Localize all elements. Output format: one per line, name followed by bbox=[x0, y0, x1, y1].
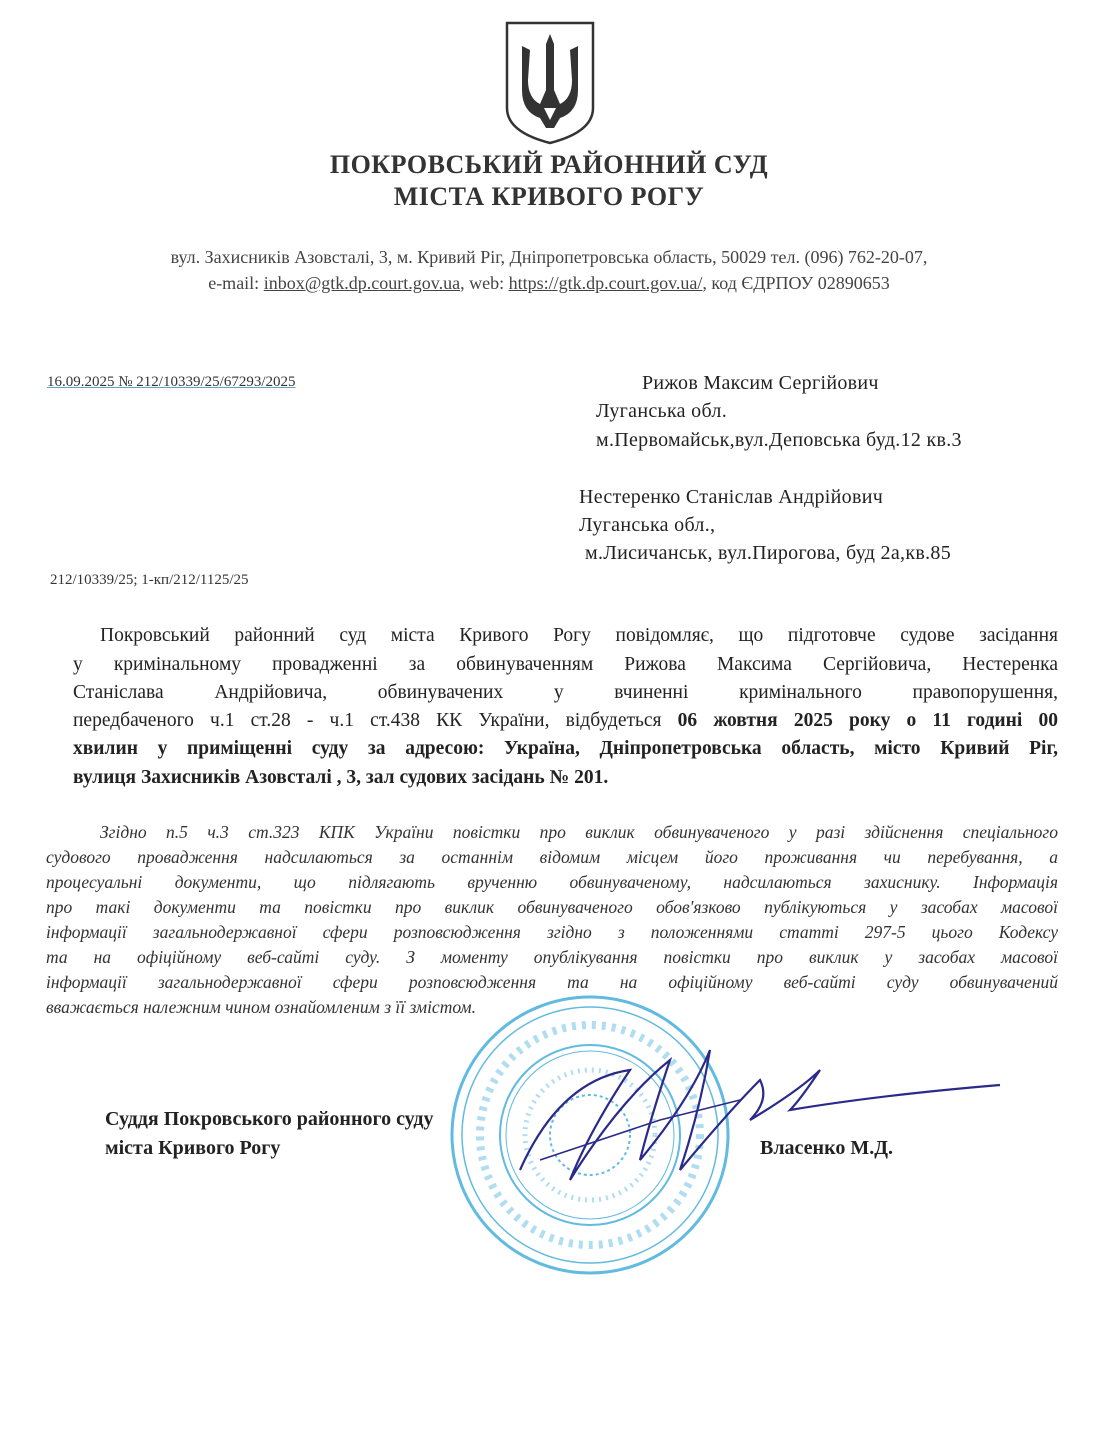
notice-line: інформації загальнодержавної сфери розповсюдження згідно з положеннями статті 297-5 цього Кодексу bbox=[46, 922, 1058, 942]
notice-line: інформації загальнодержавної сфери розповсюдження та на офіційному веб-сайті суду обвинувачений bbox=[46, 972, 1058, 992]
main-text-line: Покровський районний суд міста Кривого Рогу повідомляє, що підготовче судове засідання bbox=[100, 625, 1058, 646]
recipient-1-region: Луганська обл. bbox=[596, 400, 727, 422]
hearing-location-line: вулиця Захисників Азовсталі , 3, зал судових засідань № 201. bbox=[73, 767, 609, 788]
recipient-2-name: Нестеренко Станіслав Андрійович bbox=[579, 486, 884, 508]
recipient-1-name: Рижов Максим Сергійович bbox=[642, 372, 879, 394]
court-contacts bbox=[0, 273, 1098, 294]
signature-icon bbox=[500, 1040, 1020, 1200]
main-text-line: у кримінальному провадженні за обвинуваченням Рижова Максима Сергійовича, Нестеренка bbox=[73, 654, 1058, 675]
web-label: , web: bbox=[460, 273, 509, 293]
judge-name: Власенко М.Д. bbox=[760, 1137, 893, 1159]
notice-line: вважається належним чином ознайомленим з її змістом. bbox=[46, 997, 476, 1017]
recipient-2-address: м.Лисичанськ, вул.Пирогова, буд 2а,кв.85 bbox=[585, 542, 951, 564]
email-link[interactable]: inbox@gtk.dp.court.gov.ua bbox=[263, 273, 461, 293]
hearing-location-line: хвилин у приміщенні суду за адресою: Україна, Дніпропетровська область, місто Кривий Ріг, bbox=[73, 738, 1058, 759]
notice-line: та на офіційному веб-сайті суду. З моменту опублікування повістки про виклик у засобах масової bbox=[46, 947, 1058, 967]
court-address: вул. Захисників Азовсталі, 3, м. Кривий Ріг, Дніпропетровська область, 50029 тел. (096) 762-20-07, bbox=[170, 247, 928, 267]
outgoing-reference: 16.09.2025 № 212/10339/25/67293/2025 bbox=[47, 374, 296, 390]
main-text-line bbox=[73, 710, 1058, 736]
main-text-span: передбаченого ч.1 ст.28 - ч.1 ст.438 КК України, відбудеться bbox=[73, 710, 662, 731]
notice-line: про такі документи та повістки про виклик обвинуваченого обов'язково публікуються у засобах масової bbox=[46, 897, 1058, 917]
web-link[interactable]: https://gtk.dp.court.gov.ua/ bbox=[508, 273, 703, 293]
court-name-line1: ПОКРОВСЬКИЙ РАЙОННИЙ СУД bbox=[329, 150, 769, 179]
judge-title-line2: міста Кривого Рогу bbox=[105, 1137, 281, 1159]
recipient-2-region: Луганська обл., bbox=[579, 514, 716, 536]
notice-line: Згідно п.5 ч.3 ст.323 КПК України повістки про виклик обвинуваченого у разі здійснення спеціального bbox=[100, 822, 1058, 842]
email-label: e-mail: bbox=[208, 273, 264, 293]
notice-line: судового провадження надсилаються за останнім відомим місцем його проживання чи перебування, а bbox=[46, 847, 1058, 867]
main-text-line: Станіслава Андрійовича, обвинувачених у вчиненні кримінального правопорушення, bbox=[73, 682, 1058, 703]
recipient-1-address: м.Первомайськ,вул.Деповська буд.12 кв.3 bbox=[596, 429, 962, 451]
notice-line: процесуальні документи, що підлягають врученню обвинуваченому, надсилаються захиснику. Інформація bbox=[46, 872, 1058, 892]
hearing-datetime: 06 жовтня 2025 року о 11 годині 00 bbox=[661, 710, 1058, 731]
case-number: 212/10339/25; 1-кп/212/1125/25 bbox=[50, 572, 249, 588]
judge-title-line1: Суддя Покровського районного суду bbox=[105, 1108, 434, 1130]
coat-of-arms-icon bbox=[504, 20, 596, 146]
edrpou-code: , код ЄДРПОУ 02890653 bbox=[702, 273, 890, 293]
court-name-line2: МІСТА КРИВОГО РОГУ bbox=[393, 182, 705, 211]
